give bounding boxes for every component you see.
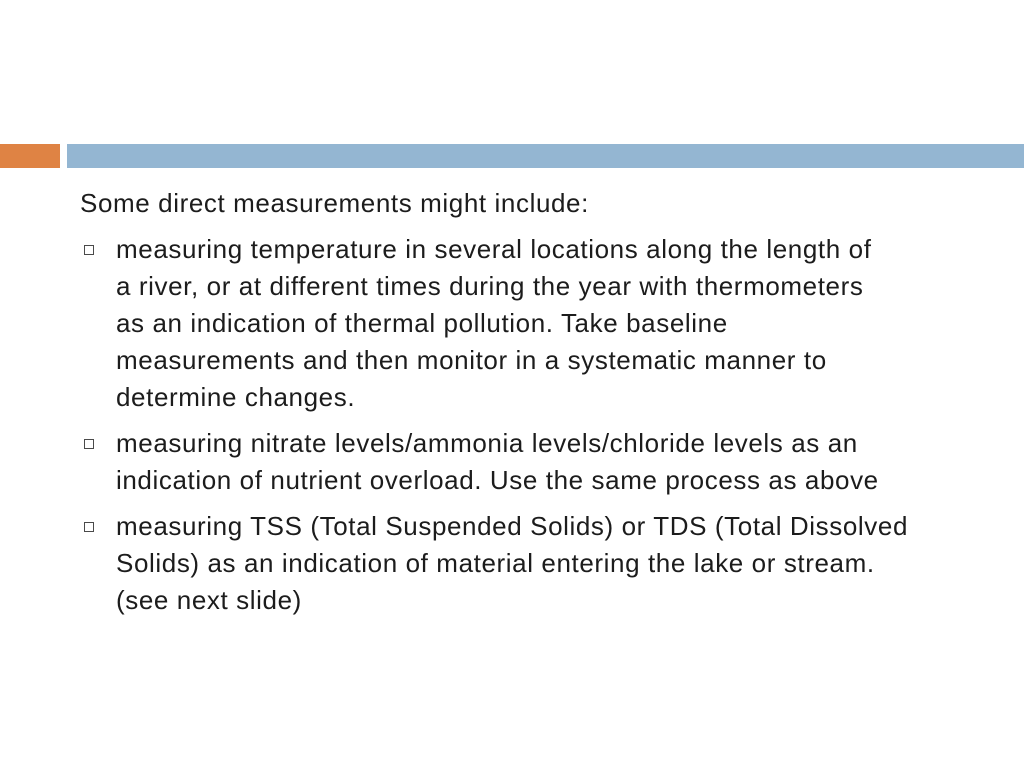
bullet-item-nitrate [80, 425, 1000, 499]
bullet-item-temperature [80, 231, 1000, 416]
accent-bar-orange [0, 144, 60, 168]
slide-body [80, 185, 1000, 619]
bullet-line: measuring TSS (Total Suspended Solids) or TDS (Total Dissolved [116, 511, 909, 541]
hollow-square-bullet-icon [84, 522, 94, 532]
hollow-square-bullet-icon [84, 439, 94, 449]
bullet-line: as an indication of thermal pollution. Take baseline [116, 308, 728, 338]
bullet-line: determine changes. [116, 382, 356, 412]
bullet-list [80, 231, 1000, 619]
bullet-line: indication of nutrient overload. Use the same process as above [116, 465, 879, 495]
intro-text: Some direct measurements might include: [80, 188, 589, 218]
bullet-line: a river, or at different times during the year with thermometers [116, 271, 864, 301]
bullet-line: measurements and then monitor in a systematic manner to [116, 345, 827, 375]
bullet-item-solids [80, 508, 1000, 619]
hollow-square-bullet-icon [84, 245, 94, 255]
bullet-line: measuring nitrate levels/ammonia levels/chloride levels as an [116, 428, 858, 458]
bullet-line: measuring temperature in several locations along the length of [116, 234, 872, 264]
bullet-line: Solids) as an indication of material entering the lake or stream. [116, 548, 875, 578]
accent-bar-blue [67, 144, 1024, 168]
bullet-line: (see next slide) [116, 585, 302, 615]
